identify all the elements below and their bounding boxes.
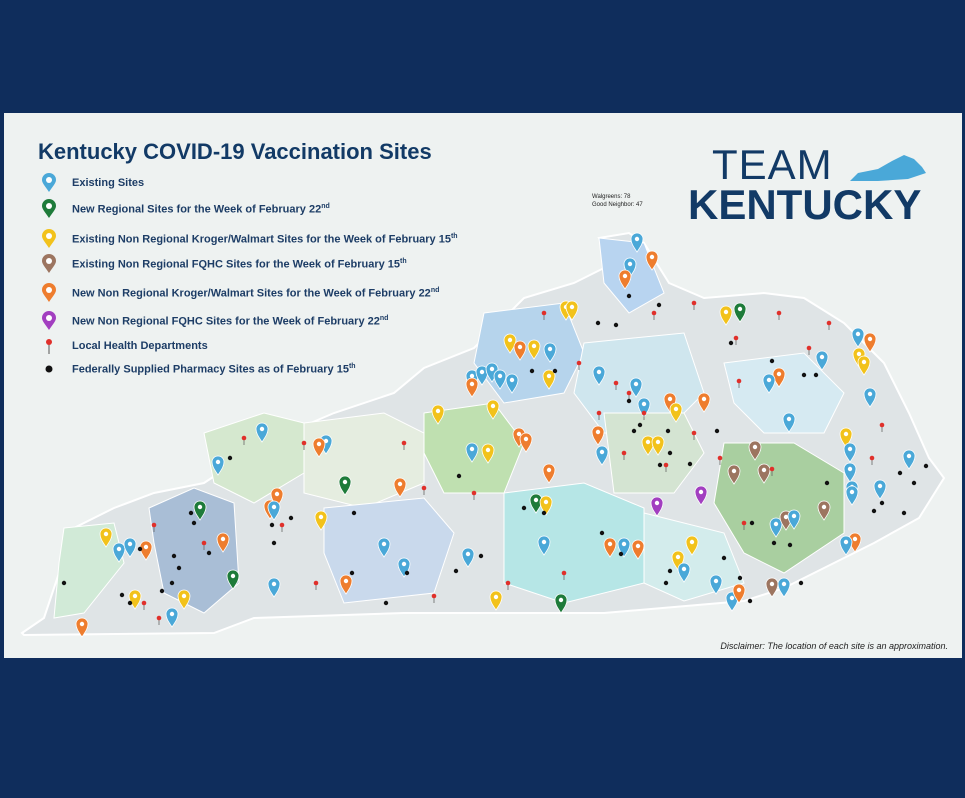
map-pin-center	[907, 454, 911, 458]
map-pin-center	[848, 447, 852, 451]
map-pin-center	[646, 440, 650, 444]
health-department-icon	[506, 581, 511, 586]
map-pin-center	[636, 544, 640, 548]
map-pin-center	[198, 505, 202, 509]
health-department-icon	[280, 523, 285, 528]
pharmacy-site-dot	[902, 511, 906, 515]
health-department-icon	[642, 411, 647, 416]
map-pin-center	[774, 522, 778, 526]
pharmacy-site-dot	[799, 581, 803, 585]
health-department-icon	[777, 311, 782, 316]
pharmacy-site-dot	[172, 554, 176, 558]
legend-marker-icon	[38, 336, 60, 356]
map-pin-center	[470, 447, 474, 451]
map-pin-center	[862, 360, 866, 364]
pharmacy-site-dot	[289, 516, 293, 520]
pharmacy-site-dot	[596, 321, 600, 325]
map-pin-center	[702, 397, 706, 401]
pharmacy-site-dot	[664, 581, 668, 585]
pharmacy-site-dot	[924, 464, 928, 468]
legend-item	[38, 199, 558, 219]
legend-item	[38, 229, 558, 249]
health-department-icon	[718, 456, 723, 461]
map-pin-center	[856, 332, 860, 336]
pharmacy-site-dot	[454, 569, 458, 573]
pharmacy-site-dot	[192, 521, 196, 525]
pharmacy-site-dot	[522, 506, 526, 510]
map-pin-center	[128, 542, 132, 546]
team-kentucky-logo	[688, 141, 958, 228]
legend-label: Local Health Departments	[72, 340, 208, 352]
health-department-icon	[770, 467, 775, 472]
map-pin-center	[517, 432, 521, 436]
map-pin-center	[80, 622, 84, 626]
map-pin-center	[343, 480, 347, 484]
map-pin-center	[596, 430, 600, 434]
pharmacy-site-dot	[270, 523, 274, 527]
health-department-icon	[562, 571, 567, 576]
pharmacy-site-dot	[872, 509, 876, 513]
legend-item	[38, 311, 558, 331]
pharmacy-site-dot	[384, 601, 388, 605]
map-pin-center	[767, 378, 771, 382]
pharmacy-site-dot	[748, 599, 752, 603]
map-pin-center	[782, 582, 786, 586]
health-department-icon	[577, 361, 582, 366]
pharmacy-site-dot	[658, 463, 662, 467]
pharmacy-site-dot	[668, 451, 672, 455]
pharmacy-site-dot	[62, 581, 66, 585]
pharmacy-site-dot	[638, 423, 642, 427]
map-pin-center	[676, 555, 680, 559]
map-pin-center	[272, 582, 276, 586]
legend-label: Existing Non Regional FQHC Sites for the Week of February 15th	[72, 257, 407, 271]
pharmacy-counts	[592, 193, 643, 209]
legend-marker-icon	[38, 311, 60, 331]
map-pin-center	[600, 450, 604, 454]
health-department-icon	[472, 491, 477, 496]
pharmacy-site-dot	[600, 531, 604, 535]
map-pin-center	[655, 501, 659, 505]
pharmacy-site-dot	[814, 373, 818, 377]
health-department-icon	[242, 436, 247, 441]
health-department-icon	[737, 379, 742, 384]
map-pin-center	[724, 310, 728, 314]
pharmacy-site-dot	[170, 581, 174, 585]
map-pin-center	[762, 468, 766, 472]
pharmacy-site-dot	[177, 566, 181, 570]
map-pin-center	[844, 540, 848, 544]
health-department-icon	[432, 594, 437, 599]
map-pin-center	[144, 545, 148, 549]
map-pin-center	[486, 448, 490, 452]
pharmacy-site-dot	[729, 341, 733, 345]
legend-item	[38, 254, 558, 274]
map-pin-center	[559, 598, 563, 602]
brand-kentucky-text: KENTUCKY	[688, 181, 922, 228]
pharmacy-site-dot	[160, 589, 164, 593]
map-pin-center	[260, 427, 264, 431]
pharmacy-site-dot	[722, 556, 726, 560]
pharmacy-site-dot	[627, 399, 631, 403]
pharmacy-site-dot	[715, 429, 719, 433]
map-pin-center	[792, 514, 796, 518]
map-pin-center	[436, 409, 440, 413]
pharmacy-site-dot	[770, 359, 774, 363]
map-pin-center	[544, 500, 548, 504]
legend-label: New Regional Sites for the Week of February 22nd	[72, 202, 330, 216]
health-department-icon	[622, 451, 627, 456]
map-pin-center	[272, 505, 276, 509]
map-pin-center	[319, 515, 323, 519]
health-department-icon	[652, 311, 657, 316]
map-pin-center	[656, 440, 660, 444]
map-pin-center	[668, 397, 672, 401]
map-pin-center	[524, 437, 528, 441]
health-department-icon	[314, 581, 319, 586]
map-pin-center	[699, 490, 703, 494]
map-pin-center	[674, 407, 678, 411]
health-department-icon	[614, 381, 619, 386]
pharmacy-site-dot	[352, 511, 356, 515]
map-pin-center	[650, 255, 654, 259]
map-pin-center	[777, 372, 781, 376]
map-pin-center	[753, 445, 757, 449]
health-department-icon	[870, 456, 875, 461]
map-pin-center	[470, 382, 474, 386]
pharmacy-site-dot	[542, 511, 546, 515]
pharmacy-site-dot	[666, 429, 670, 433]
map-pin-center	[117, 547, 121, 551]
map-pin-center	[221, 537, 225, 541]
map-pin-center	[534, 498, 538, 502]
pharmacy-site-dot	[912, 481, 916, 485]
map-pin-center	[104, 532, 108, 536]
map-pin-center	[398, 482, 402, 486]
pharmacy-site-dot	[788, 543, 792, 547]
legend-marker-icon	[38, 199, 60, 219]
health-department-icon	[880, 423, 885, 428]
map-pin-center	[857, 352, 861, 356]
legend-item	[38, 336, 558, 356]
map-pin-center	[690, 540, 694, 544]
map-pin-center	[868, 392, 872, 396]
map-pin-center	[878, 484, 882, 488]
map-pin-center	[850, 490, 854, 494]
pharmacy-site-dot	[880, 501, 884, 505]
map-pin-center	[344, 579, 348, 583]
map-pin-center	[635, 237, 639, 241]
map-pin-center	[868, 337, 872, 341]
map-pin-center	[682, 567, 686, 571]
map-pin-center	[170, 612, 174, 616]
health-department-icon	[742, 521, 747, 526]
legend-marker-icon	[38, 359, 60, 379]
map-pin-center	[853, 537, 857, 541]
map-pin-center	[730, 596, 734, 600]
good-neighbor-count: Good Neighbor: 47	[592, 202, 643, 208]
map-pin-center	[494, 595, 498, 599]
slide-panel	[4, 113, 962, 658]
pharmacy-site-dot	[479, 554, 483, 558]
legend-marker-icon	[38, 254, 60, 274]
map-pin-center	[133, 594, 137, 598]
pharmacy-site-dot	[405, 571, 409, 575]
map-pin-center	[622, 542, 626, 546]
pharmacy-site-dot	[632, 429, 636, 433]
map-pin-center	[787, 417, 791, 421]
health-department-icon	[152, 523, 157, 528]
map-pin-center	[848, 467, 852, 471]
map-pin-center	[275, 492, 279, 496]
pharmacy-site-dot	[627, 294, 631, 298]
legend-label: Federally Supplied Pharmacy Sites as of February 15th	[72, 362, 356, 376]
legend-label: Existing Non Regional Kroger/Walmart Sites for the Week of February 15th	[72, 232, 458, 246]
map-pin-center	[608, 542, 612, 546]
kentucky-logo-icon	[848, 151, 928, 185]
map-pin-center	[822, 505, 826, 509]
pharmacy-site-dot	[688, 462, 692, 466]
map-pin-icon	[778, 578, 790, 597]
legend-marker-icon	[38, 173, 60, 193]
map-pin-center	[634, 382, 638, 386]
pharmacy-site-dot	[619, 552, 623, 556]
walgreens-count: Walgreens: 78	[592, 194, 631, 200]
health-department-icon	[807, 346, 812, 351]
map-pin-center	[182, 594, 186, 598]
pharmacy-site-dot	[128, 601, 132, 605]
pharmacy-site-dot	[668, 569, 672, 573]
map-pin-center	[784, 515, 788, 519]
map-pin-center	[402, 562, 406, 566]
map-pin-center	[770, 582, 774, 586]
map-title: Kentucky COVID-19 Vaccination Sites	[38, 139, 432, 164]
map-pin-center	[317, 442, 321, 446]
pharmacy-site-dot	[189, 511, 193, 515]
health-department-icon	[664, 463, 669, 468]
health-department-icon	[827, 321, 832, 326]
pharmacy-site-dot	[614, 323, 618, 327]
health-department-icon	[402, 441, 407, 446]
health-department-icon	[734, 336, 739, 341]
pharmacy-site-dot	[457, 474, 461, 478]
health-department-icon	[157, 616, 162, 621]
map-pin-center	[820, 355, 824, 359]
brand-team-text: TEAM	[712, 141, 833, 188]
health-department-icon	[422, 486, 427, 491]
pharmacy-site-dot	[750, 521, 754, 525]
map-pin-center	[382, 542, 386, 546]
pharmacy-site-dot	[898, 471, 902, 475]
disclaimer-text: Disclaimer: The location of each site is an approximation.	[720, 641, 948, 651]
pharmacy-site-dot	[228, 456, 232, 460]
map-pin-center	[542, 540, 546, 544]
map-pin-center	[570, 305, 574, 309]
map-pin-center	[738, 307, 742, 311]
pharmacy-site-dot	[825, 481, 829, 485]
map-pin-center	[642, 402, 646, 406]
health-department-icon	[627, 391, 632, 396]
legend-item	[38, 359, 558, 379]
map-pin-center	[597, 370, 601, 374]
map-pin-center	[628, 262, 632, 266]
legend-item	[38, 173, 558, 193]
health-department-icon	[202, 541, 207, 546]
legend-marker-icon	[38, 283, 60, 303]
health-department-icon	[692, 301, 697, 306]
legend-marker-icon	[38, 229, 60, 249]
health-department-icon	[142, 601, 147, 606]
map-pin-center	[231, 574, 235, 578]
pharmacy-site-dot	[802, 373, 806, 377]
legend-label: Existing Sites	[72, 177, 145, 189]
pharmacy-site-dot	[272, 541, 276, 545]
health-department-icon	[597, 411, 602, 416]
pharmacy-site-dot	[657, 303, 661, 307]
health-department-icon	[692, 431, 697, 436]
pharmacy-site-dot	[350, 571, 354, 575]
map-pin-center	[714, 579, 718, 583]
map-pin-center	[737, 588, 741, 592]
map-pin-center	[623, 274, 627, 278]
pharmacy-site-dot	[138, 547, 142, 551]
map-pin-center	[844, 432, 848, 436]
legend-label: New Non Regional Kroger/Walmart Sites for the Week of February 22nd	[72, 286, 440, 300]
pharmacy-site-dot	[738, 576, 742, 580]
map-pin-center	[732, 469, 736, 473]
map-pin-center	[216, 460, 220, 464]
pharmacy-site-dot	[207, 551, 211, 555]
map-pin-center	[547, 468, 551, 472]
map-pin-center	[491, 404, 495, 408]
pharmacy-site-dot	[120, 593, 124, 597]
map-pin-center	[466, 552, 470, 556]
pharmacy-site-dot	[772, 541, 776, 545]
health-department-icon	[302, 441, 307, 446]
legend-label: New Non Regional FQHC Sites for the Week of February 22nd	[72, 314, 389, 328]
legend-item	[38, 283, 558, 303]
